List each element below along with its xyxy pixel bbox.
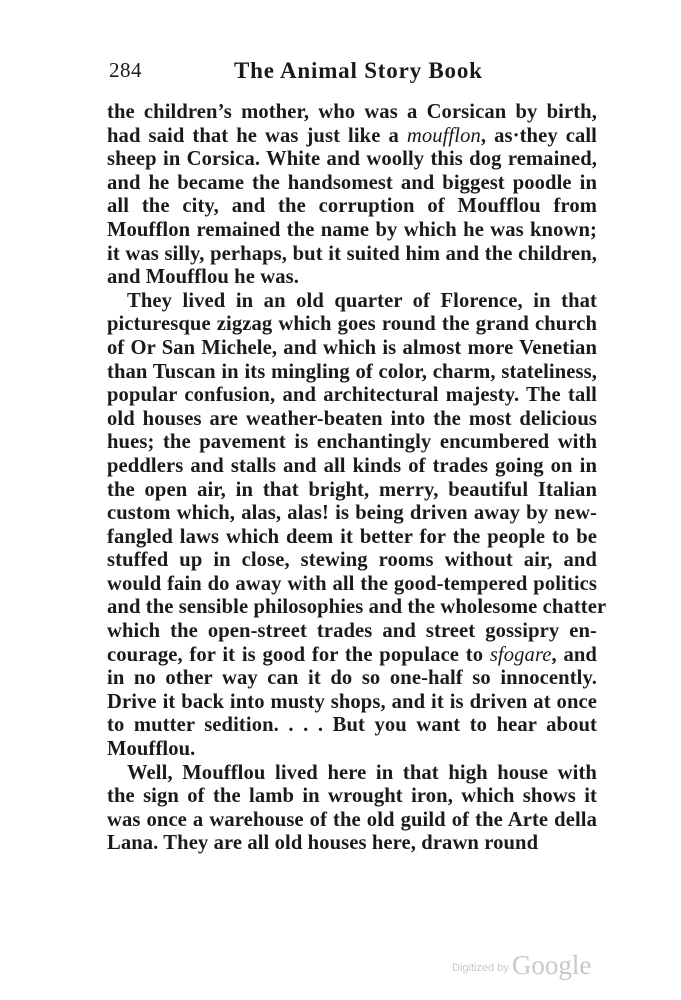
text-line: picturesque zigzag which goes round the grand church [107, 313, 597, 336]
paragraph [107, 101, 597, 290]
page-number: 284 [109, 58, 142, 82]
paragraph [107, 289, 607, 762]
text-line: to mutter sedition. . . . But you want to hear about [107, 714, 597, 737]
text-line: Well, Moufflou lived here in that high house with [127, 761, 597, 784]
book-page [107, 0, 607, 1000]
text-line: of Or San Michele, and which is almost more Venetian [107, 336, 597, 359]
text-line: the open air, in that bright, merry, beautiful Italian [107, 478, 597, 501]
digitized-by-google-watermark [452, 950, 591, 981]
text-line: would fain do away with all the good-tempered politics [107, 572, 597, 595]
italic-word: moufflon [406, 124, 481, 147]
italic-word: sfogare [489, 643, 552, 666]
text-line: Moufflou. [107, 738, 196, 761]
body-text [107, 101, 607, 856]
text-line: the sign of the lamb in wrought iron, which shows it [107, 785, 597, 808]
text-line: in no other way can it do so one-half so innocently. [107, 667, 597, 690]
text-line: had said that he was just like a moufflon, as·they call [107, 124, 598, 147]
text-line: the children’s mother, who was a Corsican by birth, [107, 101, 597, 123]
text-line: custom which, alas, alas! is being driven away by new- [107, 502, 597, 525]
text-line: courage, for it is good for the populace to sfogare, and [107, 643, 597, 666]
text-line: sheep in Corsica. White and woolly this dog remained, [107, 148, 597, 171]
text-line: which the open-street trades and street gossipry en- [107, 620, 597, 643]
text-line: and he became the handsomest and biggest poodle in [107, 171, 597, 194]
paragraph [107, 762, 597, 856]
text-line: peddlers and stalls and all kinds of trades going on in [107, 454, 597, 477]
text-line: and the sensible philosophies and the wholesome chatter [107, 596, 607, 619]
google-logo-text: Google [511, 950, 592, 980]
text-line: stuffed up in close, stewing rooms without air, and [107, 549, 597, 572]
text-line: popular confusion, and architectural majesty. The tall [107, 384, 597, 407]
text-line: than Tuscan in its mingling of color, charm, stateliness, [107, 360, 597, 383]
text-line: Moufflon remained the name by which he was known; [107, 218, 597, 241]
text-line: and Moufflou he was. [107, 266, 299, 289]
text-line: Drive it back into musty shops, and it is driven at once [107, 690, 597, 713]
text-line: hues; the pavement is enchantingly encumbered with [107, 431, 597, 454]
text-line: was once a warehouse of the old guild of the Arte della [107, 808, 597, 831]
text-line: it was silly, perhaps, but it suited him and the children, [107, 242, 597, 265]
text-line: old houses are weather-beaten into the most delicious [107, 407, 597, 430]
text-line: all the city, and the corruption of Moufflou from [107, 195, 597, 218]
text-line: Lana. They are all old houses here, drawn round [107, 832, 539, 855]
watermark-prefix: Digitized by [452, 962, 509, 974]
text-line: They lived in an old quarter of Florence, in that [127, 289, 597, 312]
running-head [107, 58, 597, 86]
text-line: fangled laws which deem it better for the people to be [107, 525, 597, 548]
book-title: The Animal Story Book [234, 58, 483, 83]
